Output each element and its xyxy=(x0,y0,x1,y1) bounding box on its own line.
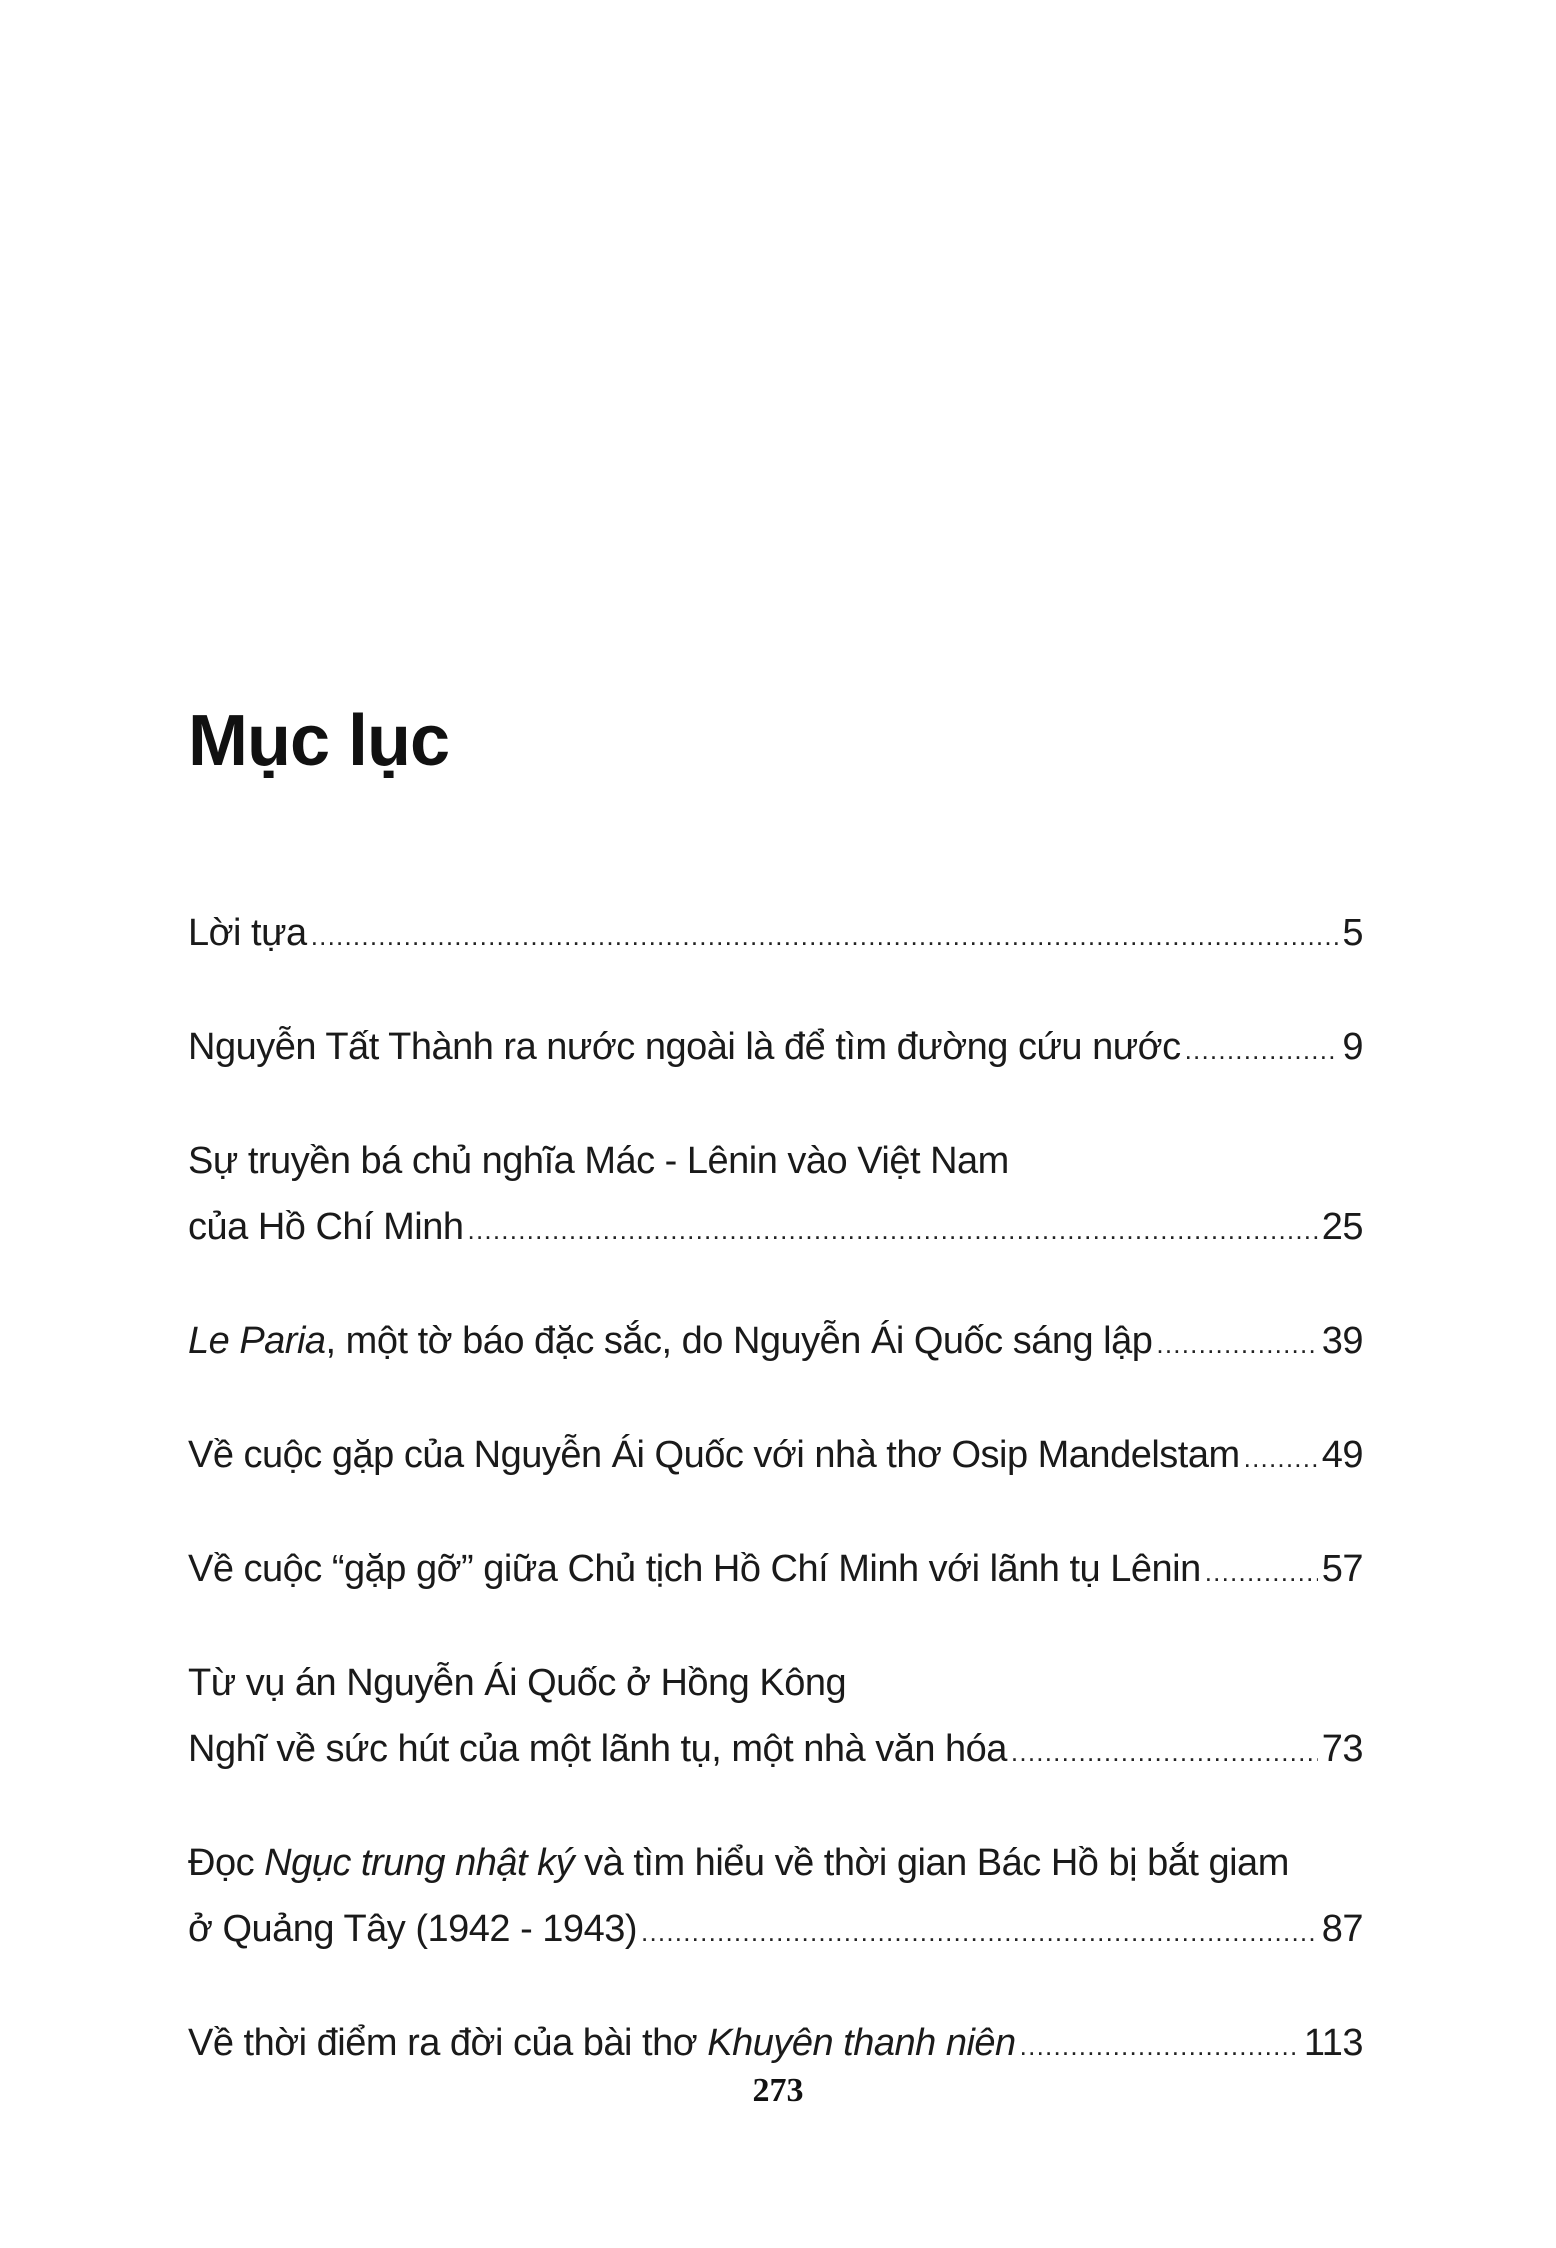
toc-entry-title: ở Quảng Tây (1942 - 1943) xyxy=(188,1908,637,1950)
dot-leader xyxy=(1156,1308,1317,1377)
dot-leader xyxy=(311,900,1339,969)
toc-entry-page: 49 xyxy=(1321,1434,1363,1476)
toc-entry-title-rest: , một tờ báo đặc sắc, do Nguyễn Ái Quốc sáng lập xyxy=(325,1320,1153,1362)
toc-list xyxy=(188,900,1363,2124)
toc-entry-title: Về cuộc “gặp gỡ” giữa Chủ tịch Hồ Chí Minh với lãnh tụ Lênin xyxy=(188,1548,1201,1590)
toc-entry-page: 113 xyxy=(1303,2022,1363,2064)
toc-entry-line xyxy=(188,1014,1363,1083)
dot-leader xyxy=(468,1194,1318,1263)
toc-title: Mục lục xyxy=(188,701,450,781)
toc-entry-title xyxy=(188,1308,1152,1374)
toc-entry-title-pre: Đọc xyxy=(188,1842,265,1884)
toc-entry xyxy=(188,1128,1363,1263)
dot-leader xyxy=(1205,1536,1318,1605)
dot-leader xyxy=(1011,1716,1318,1785)
dot-leader xyxy=(1185,1014,1339,1083)
toc-entry xyxy=(188,2010,1363,2079)
toc-entry-title-line: Sự truyền bá chủ nghĩa Mác - Lênin vào Việt Nam xyxy=(188,1140,1009,1182)
toc-entry-title: Về cuộc gặp của Nguyễn Ái Quốc với nhà thơ Osip Mandelstam xyxy=(188,1434,1240,1476)
toc-entry xyxy=(188,1422,1363,1491)
toc-entry-title-italic: Le Paria xyxy=(188,1320,326,1362)
toc-entry-line xyxy=(188,1194,1363,1263)
toc-entry xyxy=(188,1650,1363,1785)
toc-entry-page: 87 xyxy=(1321,1908,1363,1950)
toc-entry-line xyxy=(188,1716,1363,1785)
toc-entry-title-italic: Ngục trung nhật ký xyxy=(264,1842,575,1884)
toc-entry-title: Nghĩ về sức hút của một lãnh tụ, một nhà văn hóa xyxy=(188,1728,1007,1770)
toc-entry-page: 25 xyxy=(1321,1206,1363,1248)
toc-entry xyxy=(188,900,1363,969)
toc-entry-title-line xyxy=(188,1830,1363,1896)
toc-entry-title: Lời tựa xyxy=(188,912,307,954)
dot-leader xyxy=(1244,1422,1318,1491)
toc-entry xyxy=(188,1014,1363,1083)
dot-leader xyxy=(1020,2010,1300,2079)
toc-entry xyxy=(188,1830,1363,1965)
toc-entry-title-italic: Khuyên thanh niên xyxy=(707,2022,1016,2064)
toc-entry xyxy=(188,1308,1363,1377)
toc-entry-page: 9 xyxy=(1342,1026,1363,1068)
toc-entry-title: của Hồ Chí Minh xyxy=(188,1206,464,1248)
toc-entry-line xyxy=(188,1896,1363,1965)
toc-entry-line xyxy=(188,2010,1363,2079)
toc-entry-title-post: và tìm hiểu về thời gian Bác Hồ bị bắt giam xyxy=(574,1842,1289,1884)
toc-entry-title-line: Từ vụ án Nguyễn Ái Quốc ở Hồng Kông xyxy=(188,1662,847,1704)
dot-leader xyxy=(641,1896,1318,1965)
toc-entry-title: Nguyễn Tất Thành ra nước ngoài là để tìm đường cứu nước xyxy=(188,1026,1181,1068)
toc-entry-page: 5 xyxy=(1342,912,1363,954)
toc-entry-title-pre: Về thời điểm ra đời của bài thơ xyxy=(188,2022,708,2064)
toc-entry-page: 39 xyxy=(1321,1320,1363,1362)
toc-entry-line xyxy=(188,1422,1363,1491)
toc-entry-line xyxy=(188,1536,1363,1605)
toc-entry-title xyxy=(188,2010,1016,2076)
toc-entry-line xyxy=(188,1308,1363,1377)
toc-entry-line xyxy=(188,900,1363,969)
toc-entry xyxy=(188,1536,1363,1605)
toc-entry-page: 57 xyxy=(1321,1548,1363,1590)
toc-entry-page: 73 xyxy=(1321,1728,1363,1770)
page-number: 273 xyxy=(752,2072,804,2109)
